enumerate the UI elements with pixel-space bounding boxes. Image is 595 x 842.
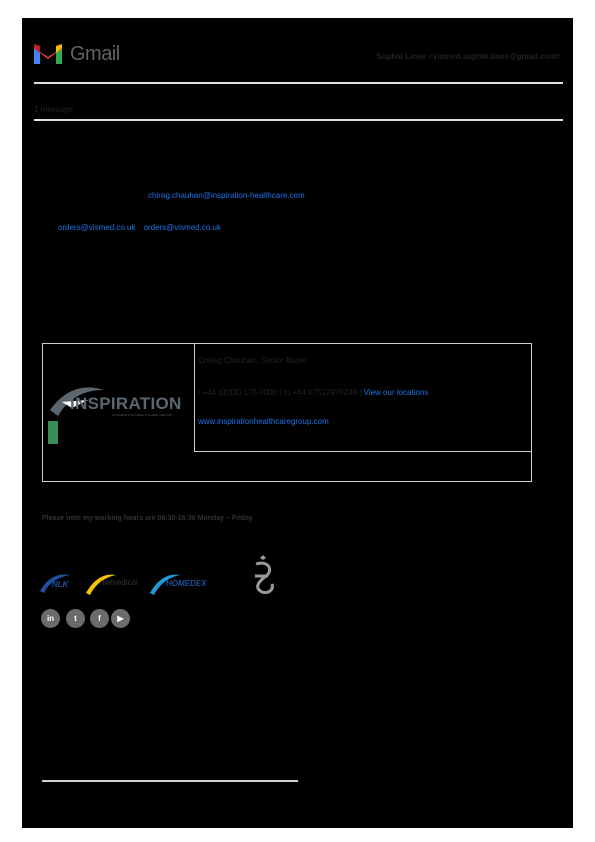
inspiration-wordmark: INSPIRATION	[70, 394, 182, 413]
account-from-line: Sophie Lines <vismed.sophie.lines@gmail.com>	[376, 52, 561, 61]
inspiration-tagline: INSPIRATION HEALTHCARE GROUP	[112, 413, 172, 417]
facebook-icon[interactable]: f	[90, 609, 109, 628]
signature-website-link[interactable]: www.inspirationhealthcaregroup.com	[198, 417, 329, 426]
orders-email-link-2[interactable]: orders@vismed.co.uk	[143, 223, 221, 232]
queens-award-emblem-icon	[248, 554, 278, 594]
thread-divider	[34, 119, 563, 121]
twitter-icon[interactable]: t	[66, 609, 85, 628]
green-accent-bar	[48, 421, 58, 444]
email-signature-table	[42, 343, 532, 482]
homedex-wordmark: HOMEDEX	[166, 579, 207, 588]
gmail-m-icon	[32, 42, 64, 66]
signature-phone-text: t +44 (0)330 175 0000 | m +44 07512976248 |	[198, 388, 364, 397]
nlk-wordmark: NLK	[52, 580, 69, 589]
signature-phone-line	[198, 388, 428, 397]
gmail-wordmark: Gmail	[70, 42, 120, 65]
view-locations-link[interactable]: View our locations	[363, 388, 429, 397]
signature-name-title: Chirag Chauhan, Senior Buyer	[198, 356, 307, 365]
gmail-logo	[32, 42, 120, 66]
header-divider	[34, 82, 563, 84]
orders-email-link-1[interactable]: orders@vismed.co.uk	[58, 223, 136, 232]
print-header	[32, 42, 563, 72]
chirag-email-link[interactable]: chirag.chauhan@inspiration-healthcare.com	[148, 191, 305, 200]
email-print-page	[22, 18, 573, 828]
nwmedical-wordmark: nwmedical	[100, 578, 138, 587]
signature-bottom-divider	[42, 780, 298, 782]
signature-divider-vertical	[194, 344, 195, 451]
nwmedical-logo	[86, 571, 142, 595]
youtube-icon[interactable]: ▶	[111, 609, 130, 628]
orders-emails	[58, 223, 221, 232]
working-hours-note: Please note my working hours are 08:30-16:30 Monday – Friday	[42, 515, 253, 522]
signature-divider-horizontal	[194, 451, 532, 452]
nlk-logo	[40, 571, 74, 595]
inspiration-logo	[48, 380, 188, 420]
linkedin-icon[interactable]: in	[41, 609, 60, 628]
homedex-logo	[150, 571, 216, 595]
message-count: 1 message	[34, 105, 74, 114]
